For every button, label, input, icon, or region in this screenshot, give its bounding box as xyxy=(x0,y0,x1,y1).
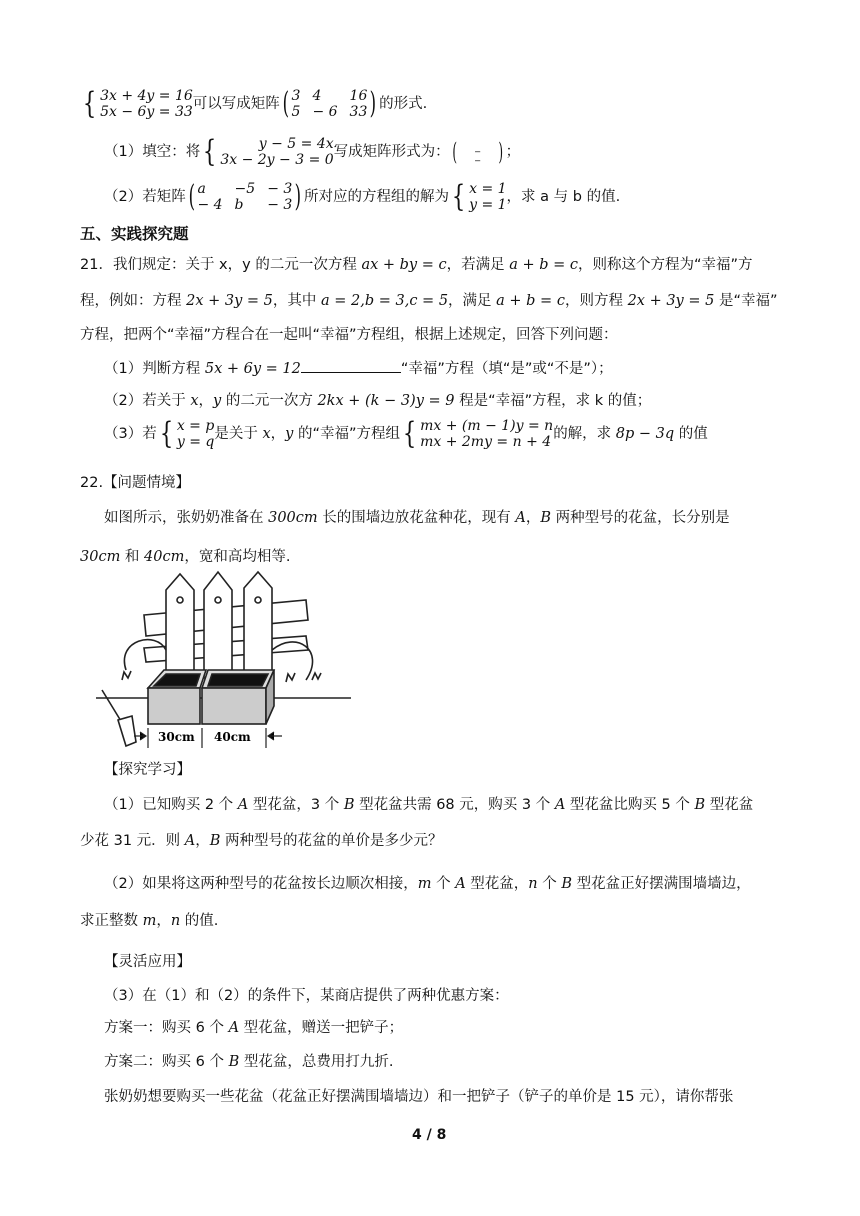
matrix-cell: 4 xyxy=(312,88,322,104)
q22-header: 22.【问题情境】 xyxy=(80,475,191,491)
matrix-cell: b xyxy=(234,197,244,213)
equation-system: { y − 5 = 4x 3x − 2y − 3 = 0 xyxy=(203,134,334,169)
matrix-cell: 3 xyxy=(291,88,301,104)
q21-part1: （1）判断方程 5x + 6y = 12 “幸福”方程（填“是”或“不是”）； xyxy=(104,357,613,378)
matrix: ( 3 4 16 5 − 6 33 ) xyxy=(282,86,377,121)
equation: y − 5 = 4x xyxy=(258,136,334,152)
equation: 3x − 2y − 3 = 0 xyxy=(220,152,334,168)
matrix-cell: a xyxy=(197,181,206,197)
section-heading: 五、实践探究题 xyxy=(80,225,189,243)
q22-part1-line1: （1）已知购买 2 个 A 型花盆，3 个 B 型花盆共需 68 元，购买 3 个 A 型花盆比购买 5 个 B 型花盆 xyxy=(104,797,754,813)
text: （2）若矩阵 xyxy=(104,189,186,205)
q20-part2 xyxy=(104,181,620,213)
explore-heading: 【探究学习】 xyxy=(104,762,191,778)
matrix-cell: 5 xyxy=(291,104,301,120)
equation: 3x + 4y = 16 xyxy=(100,88,193,104)
text: 的形式. xyxy=(379,96,428,112)
solution-system: { x = 1 y = 1 xyxy=(451,179,507,214)
text: ； xyxy=(505,144,521,160)
equation-system: { 3x + 4y = 16 5x − 6y = 33 xyxy=(82,86,193,121)
q22-part2-line1: （2）如果将这两种型号的花盆按长边顺次相接，m 个 A 型花盆，n 个 B 型花盆正好摆满围墙墙边， xyxy=(104,876,751,892)
q22-part3: （3）在（1）和（2）的条件下，某商店提供了两种优惠方案： xyxy=(104,988,509,1004)
equation: 5x − 6y = 33 xyxy=(100,104,193,120)
dimension-label-b: 40cm xyxy=(214,730,251,744)
text: ，求 a 与 b 的值. xyxy=(506,189,621,205)
text: （1）填空：将 xyxy=(104,144,201,160)
matrix-cell: 16 xyxy=(349,88,368,104)
q21-line1: 21．我们规定：关于 x，y 的二元一次方程 ax + by = c，若满足 a + b = c，则称这个方程为“幸福”方 xyxy=(80,257,753,273)
flowerpot-figure xyxy=(96,570,356,750)
text: 写成矩阵形式为： xyxy=(333,144,450,160)
matrix: ( a −5 − 3 − 4 b − 3 ) xyxy=(188,179,302,214)
dimension-label-a: 30cm xyxy=(158,730,195,744)
q22-part1-line2: 少花 31 元．则 A，B 两种型号的花盆的单价是多少元？ xyxy=(80,833,443,849)
matrix-cell: − 6 xyxy=(312,104,338,120)
q22-situation-line1: 如图所示，张奶奶准备在 300cm 长的围墙边放花盆种花，现有 A，B 两种型号的花盆，长分别是 xyxy=(104,510,730,526)
text: 可以写成矩阵 xyxy=(192,96,280,112)
q21-part2: （2）若关于 x，y 的二元一次方 2kx + (k − 3)y = 9 程是“幸福”方程，求 k 的值； xyxy=(104,393,652,409)
q21-part3: （3）若 { x = p y = q 是关于 x，y 的“幸福”方程组 { mx + (m − 1)y = n mx + 2my = n + 4 的解，求 8p − 3q 的值 xyxy=(104,416,708,451)
text: 所对应的方程组的解为 xyxy=(304,189,449,205)
matrix-cell: − 4 xyxy=(197,197,223,213)
answer-matrix-blank[interactable]: ( _ _ ) xyxy=(452,138,504,166)
apply-heading: 【灵活应用】 xyxy=(104,954,191,970)
q22-part2-line2: 求正整数 m，n 的值. xyxy=(80,913,219,929)
plan-one: 方案一：购买 6 个 A 型花盆，赠送一把铲子； xyxy=(104,1020,404,1036)
plan-two: 方案二：购买 6 个 B 型花盆，总费用打九折. xyxy=(104,1054,394,1070)
q21-line2: 程，例如：方程 2x + 3y = 5，其中 a = 2,b = 3,c = 5，满足 a + b = c，则方程 2x + 3y = 5 是“幸福” xyxy=(80,293,778,309)
answer-blank[interactable] xyxy=(301,358,401,373)
matrix-cell: 33 xyxy=(349,104,368,120)
matrix-cell: −5 xyxy=(234,181,256,197)
matrix-cell: − 3 xyxy=(267,197,293,213)
q22-situation-line2: 30cm 和 40cm，宽和高均相等. xyxy=(80,549,291,565)
page-number: 4 / 8 xyxy=(412,1127,447,1143)
q22-final-line: 张奶奶想要购买一些花盆（花盆正好摆满围墙墙边）和一把铲子（铲子的单价是 15 元），请你帮张 xyxy=(104,1089,734,1105)
q21-line3: 方程，把两个“幸福”方程合在一起叫“幸福”方程组，根据上述规定，回答下列问题： xyxy=(80,327,618,343)
q20-part1 xyxy=(104,136,520,168)
intro-line xyxy=(80,88,427,120)
matrix-cell: − 3 xyxy=(267,181,293,197)
